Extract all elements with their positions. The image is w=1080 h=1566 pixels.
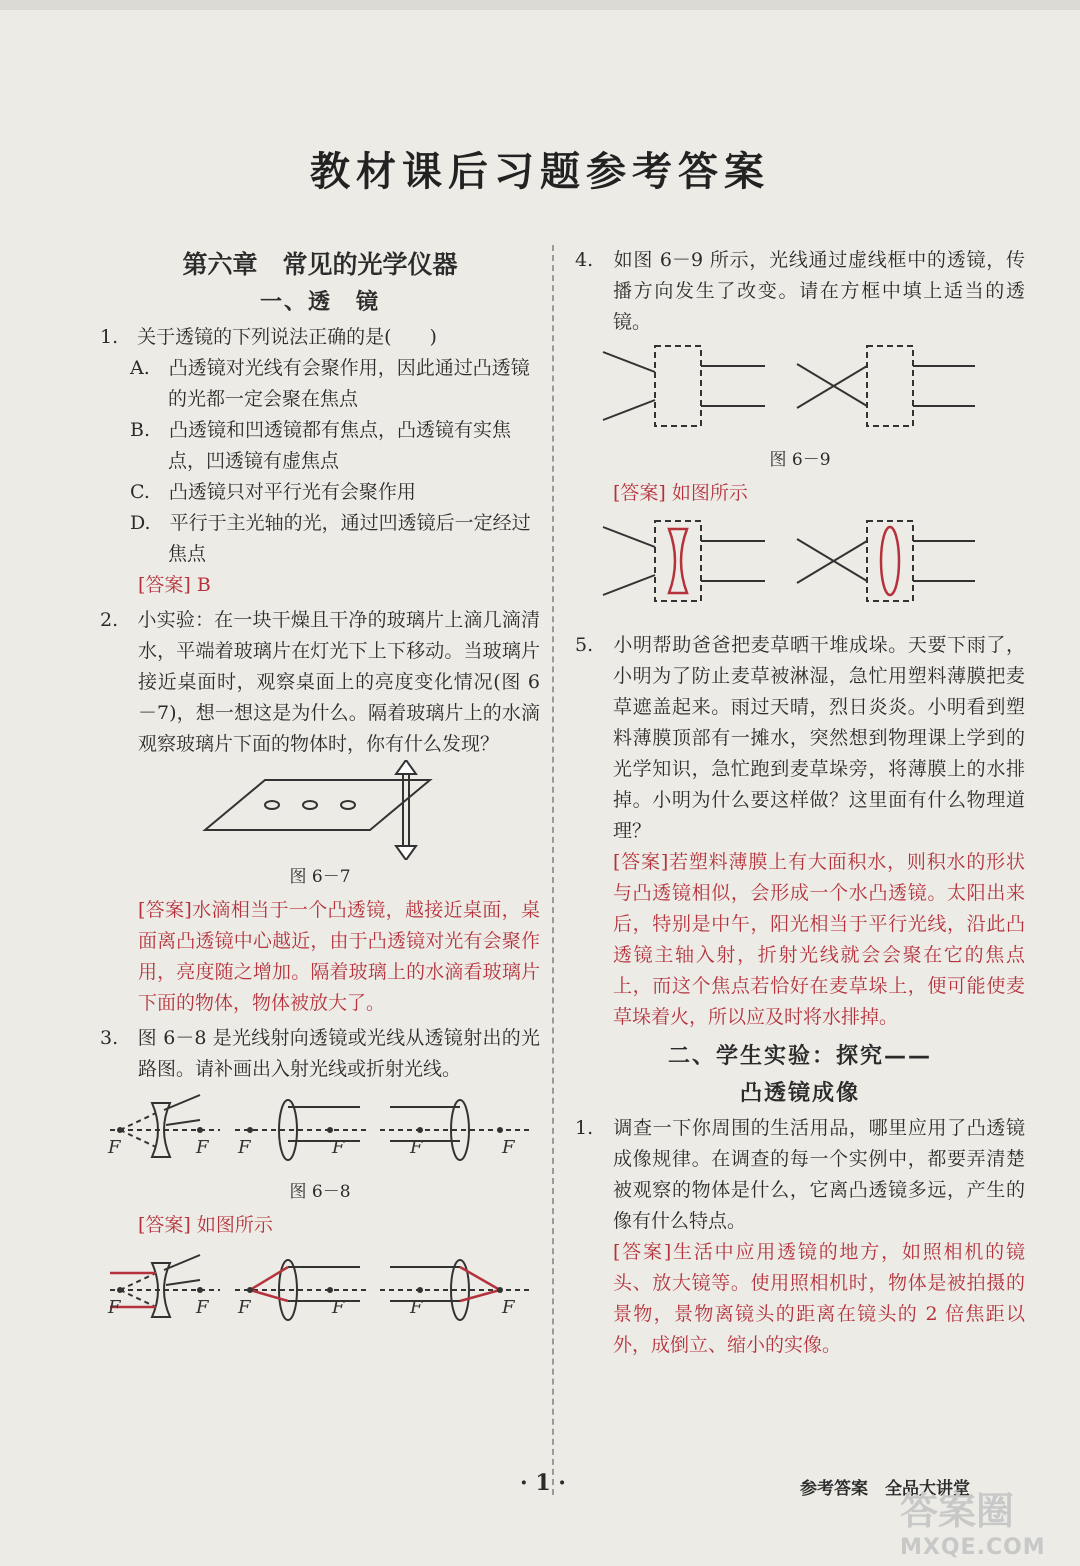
right-column [575, 245, 1025, 1365]
answer-text: B [196, 574, 211, 596]
footer-label: 参考答案 全品大讲堂 [800, 1479, 970, 1499]
section-2-question-1-stem: 1. 调查一下你周围的生活用品，哪里应用了凸透镜成像规律。在调查的每一个实例中，都要弄清楚被观察的物体是什么，它离凸透镜多远，产生的像有什么特点。 [575, 1117, 1025, 1232]
section-2-title: 二、学生实验：探究—— [667, 1044, 932, 1069]
watermark [900, 1480, 1075, 1560]
section-2-question-1-answer [613, 1237, 1025, 1361]
focus-label: F [196, 1297, 209, 1318]
figure-6-7-caption: 图 6－7 [289, 867, 351, 887]
focus-label: F [502, 1297, 515, 1318]
page-number: · 1 · [520, 1470, 566, 1496]
watermark-top: 答案圈 [900, 1489, 1015, 1533]
figure-6-8 [100, 1085, 540, 1175]
figure-6-9 [575, 338, 1025, 443]
watermark-bottom: MXQE.COM [900, 1535, 1046, 1560]
section-2-subtitle: 凸透镜成像 [739, 1081, 860, 1106]
question-1-answer [138, 570, 540, 601]
figure-6-7 [100, 760, 540, 860]
question-1-option-c: C. 凸透镜只对平行光有会聚作用 [130, 481, 416, 503]
focus-label: F [108, 1137, 121, 1158]
question-1-stem: 1. 关于透镜的下列说法正确的是( ) [100, 326, 437, 348]
answer-tag: [答案] [613, 1241, 672, 1263]
question-2-stem: 2. 小实验：在一块干燥且干净的玻璃片上滴几滴清水，平端着玻璃片在灯光下上下移动。当玻璃片接近桌面时，观察桌面上的亮度变化情况(图 6－7)，想一想这是为什么。隔着玻璃片上的水滴观察玻璃片下面的物体时，你有什么发现？ [100, 609, 540, 755]
answer-text: 水滴相当于一个凸透镜，越接近桌面，桌面离凸透镜中心越近，由于凸透镜对光有会聚作用，亮度随之增加。隔着玻璃上的水滴看玻璃片下面的物体，物体被放大了。 [138, 899, 540, 1014]
focus-label: F [238, 1137, 251, 1158]
question-1-option-a: A. 凸透镜对光线有会聚作用，因此通过凸透镜的光都一定会聚在焦点 [130, 357, 530, 410]
top-border [0, 0, 1080, 10]
left-column [100, 245, 540, 1335]
focus-label: F [332, 1297, 345, 1318]
answer-text: 如图所示 [671, 482, 748, 504]
figure-6-9-answer [575, 513, 1025, 618]
focus-label: F [410, 1297, 423, 1318]
question-2-answer [138, 895, 540, 1019]
answer-text: 如图所示 [196, 1214, 273, 1236]
focus-label: F [502, 1137, 515, 1158]
figure-6-9-caption: 图 6－9 [769, 450, 831, 470]
figure-6-8-caption: 图 6－8 [289, 1182, 351, 1202]
question-4-stem: 4. 如图 6－9 所示，光线通过虚线框中的透镜，传播方向发生了改变。请在方框中填上适当的透镜。 [575, 249, 1025, 333]
question-3-stem: 3. 图 6－8 是光线射向透镜或光线从透镜射出的光路图。请补画出入射光线或折射光线。 [100, 1027, 540, 1080]
answer-tag: [答案] [613, 851, 669, 873]
answer-tag: [答案] [138, 899, 192, 921]
answer-text: 若塑料薄膜上有大面积水，则积水的形状与凸透镜相似，会形成一个水凸透镜。太阳出来后，特别是中午，阳光相当于平行光线，沿此凸透镜主轴入射，折射光线就会会聚在它的焦点上，而这个焦点若恰好在麦草垛上，便可能使麦草垛着火，所以应及时将水排掉。 [613, 851, 1025, 1028]
question-3-answer [138, 1210, 540, 1241]
chapter-title: 第六章 常见的光学仪器 [182, 250, 458, 279]
question-5-stem: 5. 小明帮助爸爸把麦草晒干堆成垛。天要下雨了，小明为了防止麦草被淋湿，急忙用塑料薄膜把麦草遮盖起来。雨过天晴，烈日炎炎。小明看到塑料薄膜顶部有一摊水，突然想到物理课上学到的光学知识，急忙跑到麦草垛旁，将薄膜上的水排掉。小明为什么要这样做？这里面有什么物理道理？ [575, 634, 1025, 842]
focus-label: F [410, 1137, 423, 1158]
focus-label: F [238, 1297, 251, 1318]
question-1-option-b: B. 凸透镜和凹透镜都有焦点，凸透镜有实焦点，凹透镜有虚焦点 [130, 419, 512, 472]
answer-text: 生活中应用透镜的地方，如照相机的镜头、放大镜等。使用照相机时，物体是被拍摄的景物，景物离镜头的距离在镜头的 2 倍焦距以外，成倒立、缩小的实像。 [613, 1241, 1025, 1356]
answer-tag: [答案] [138, 1214, 191, 1236]
question-4-answer [613, 478, 1025, 509]
section-title: 一、透 镜 [259, 290, 380, 315]
question-5-answer [613, 847, 1025, 1033]
page-title: 教材课后习题参考答案 [310, 149, 770, 195]
focus-label: F [332, 1137, 345, 1158]
focus-label: F [196, 1137, 209, 1158]
answer-tag: [答案] [138, 574, 191, 596]
column-divider [552, 245, 554, 1495]
focus-label: F [108, 1297, 121, 1318]
answer-tag: [答案] [613, 482, 666, 504]
figure-6-8-answer [100, 1245, 540, 1335]
question-1-option-d: D. 平行于主光轴的光，通过凹透镜后一定经过焦点 [130, 512, 531, 565]
